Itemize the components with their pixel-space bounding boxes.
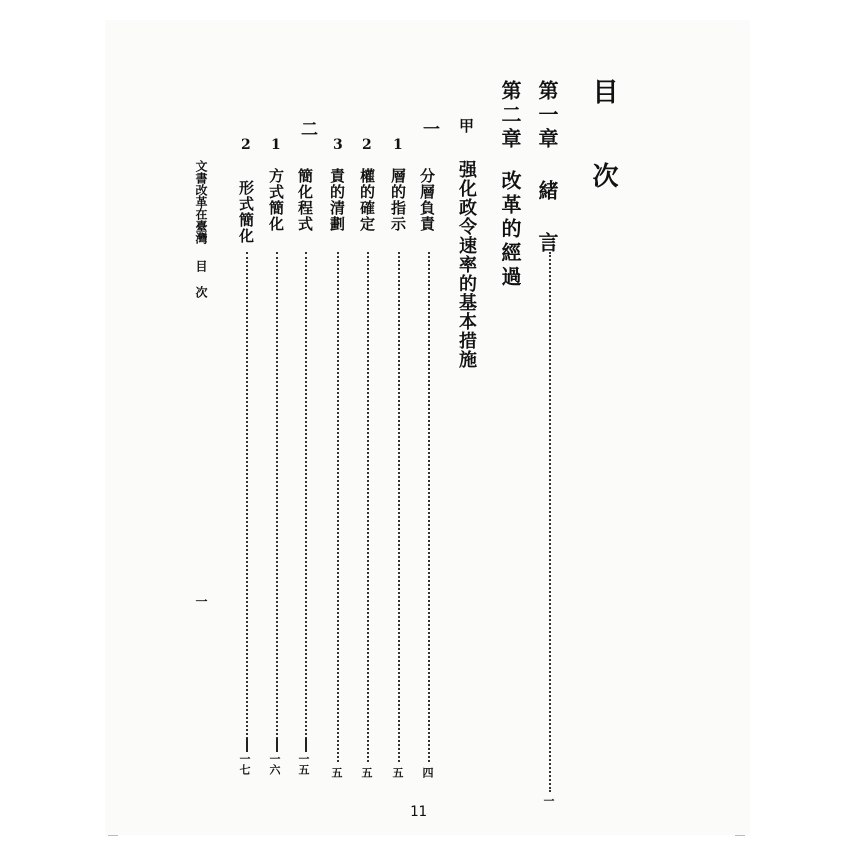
running-head-book: 文書改革在臺灣 <box>194 160 208 244</box>
part2-number: 二 <box>297 120 317 138</box>
scanned-page <box>105 20 750 835</box>
part2-item2-page-rule <box>246 738 248 752</box>
part2-page: 一五 <box>297 753 310 775</box>
toc-title: 目 次 <box>588 78 618 202</box>
part1-item3-page: 五 <box>330 767 343 778</box>
crop-mark-right <box>735 835 745 836</box>
part1-item3-leader <box>337 252 339 762</box>
part2-item2-leader <box>246 252 248 747</box>
part1-number: 一 <box>419 120 439 138</box>
part2-title: 簡化程式 <box>296 168 314 232</box>
part1-title: 分層負責 <box>418 168 436 232</box>
part1-item1-page: 五 <box>391 767 404 778</box>
part1-item1-title: 層的指示 <box>389 168 407 232</box>
chapter1-page: 一 <box>542 795 555 806</box>
part1-item2-title: 權的確定 <box>358 168 376 232</box>
part2-item1-page-rule <box>276 738 278 752</box>
part1-item1-leader <box>398 252 400 762</box>
section-a-title: 强化政令速率的基本措施 <box>456 160 477 369</box>
part2-item1-page: 一六 <box>268 753 281 775</box>
chapter1-title: 緒 言 <box>535 180 559 256</box>
section-a-label: 甲 <box>457 118 475 134</box>
part1-item2-leader <box>367 252 369 762</box>
running-head-folio: 一 <box>194 595 208 607</box>
part2-item1-number: 1 <box>271 137 281 153</box>
part1-item2-page: 五 <box>360 767 373 778</box>
part2-item2-page: 一七 <box>238 753 251 775</box>
page-number: 11 <box>410 804 427 820</box>
chapter1-leader <box>549 252 551 792</box>
part2-leader <box>305 252 307 747</box>
part1-item1-number: 1 <box>393 137 403 153</box>
part1-page: 四 <box>421 767 434 778</box>
part2-item1-leader <box>276 252 278 747</box>
part2-item2-title: 形式簡化 <box>237 180 255 244</box>
chapter2-title: 改革的經過 <box>498 170 522 290</box>
part1-item2-number: 2 <box>362 137 372 153</box>
chapter2-number: 第二章 <box>498 80 522 152</box>
chapter1-number: 第一章 <box>535 80 559 152</box>
part1-item3-number: 3 <box>333 137 343 153</box>
part1-item3-title: 責的清劃 <box>328 168 346 232</box>
crop-mark-left <box>108 835 118 836</box>
running-head-section: 目 次 <box>194 260 208 298</box>
part2-item1-title: 方式簡化 <box>267 168 285 232</box>
part1-leader <box>428 252 430 762</box>
part2-page-rule <box>305 738 307 752</box>
part2-item2-number: 2 <box>241 137 251 153</box>
